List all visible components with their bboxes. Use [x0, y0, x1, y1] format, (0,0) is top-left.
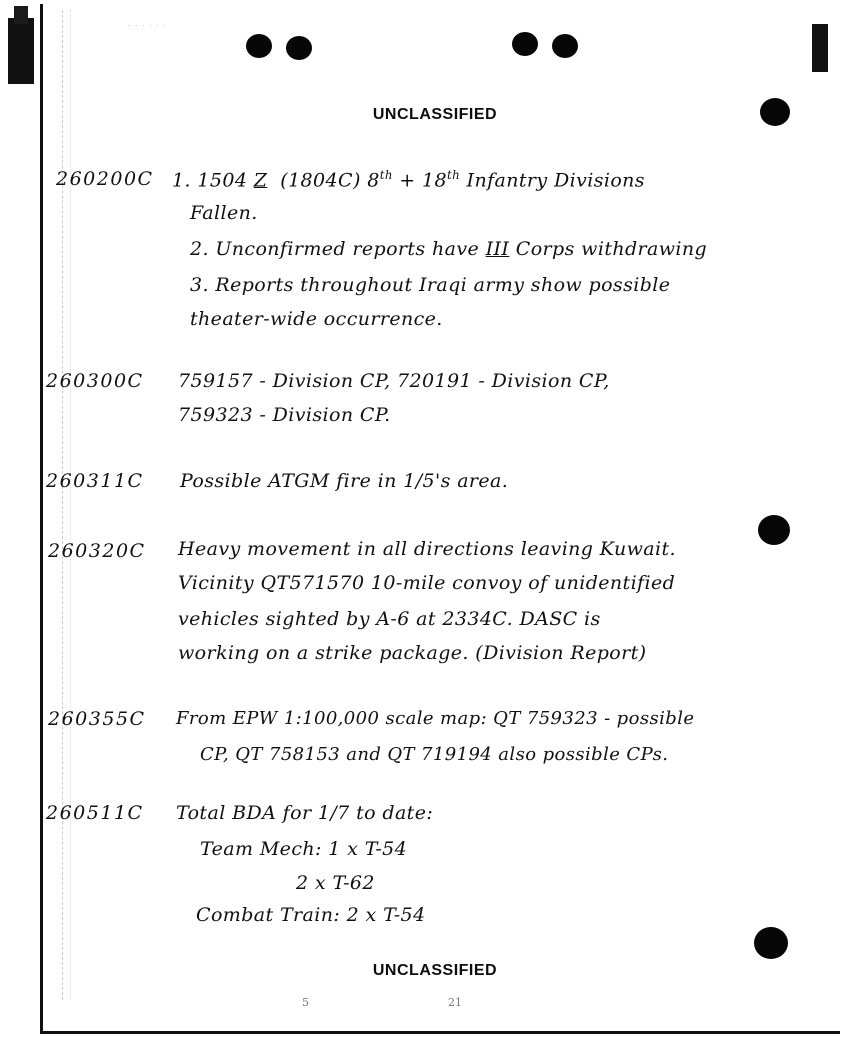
- scan-noise-text: . . . . . .: [128, 18, 167, 28]
- page-border: [40, 4, 840, 1034]
- log-entry-line: 3. Reports throughout Iraqi army show possible: [190, 274, 671, 296]
- log-entry-line: 1. 1504 Z (1804C) 8th + 18th Infantry Divisions: [172, 168, 645, 192]
- scan-artifact-top-left-small: [14, 6, 28, 24]
- log-entry-time: 260311C: [46, 470, 144, 492]
- log-entry-line: working on a strike package. (Division Report): [178, 642, 647, 664]
- log-entry-line: Possible ATGM fire in 1/5's area.: [180, 470, 509, 492]
- log-entry-time: 260511C: [46, 802, 144, 824]
- hole-punch-artifact: [286, 36, 312, 60]
- hole-punch-artifact: [754, 927, 788, 959]
- hole-punch-artifact: [552, 34, 578, 58]
- log-entry-line: 759323 - Division CP.: [178, 404, 391, 426]
- log-entry-line: theater-wide occurrence.: [190, 308, 443, 330]
- log-entry-time: 260320C: [48, 540, 146, 562]
- margin-guide-line: [62, 10, 63, 1000]
- log-entry-line: Fallen.: [190, 202, 258, 224]
- log-entry-time: 260355C: [48, 708, 146, 730]
- log-entry-line: Vicinity QT571570 10-mile convoy of unidentified: [178, 572, 676, 594]
- footer-mark: 21: [448, 996, 462, 1009]
- log-entry-line: 2. Unconfirmed reports have III Corps withdrawing: [190, 238, 708, 260]
- hole-punch-artifact: [512, 32, 538, 56]
- log-entry-time: 260300C: [46, 370, 144, 392]
- log-entry-line: Total BDA for 1/7 to date:: [176, 802, 434, 824]
- scan-left-margin: [0, 0, 30, 1053]
- log-entry-line: Team Mech: 1 x T-54: [200, 838, 408, 860]
- classification-banner-top: UNCLASSIFIED: [372, 106, 498, 123]
- hole-punch-artifact: [758, 515, 790, 545]
- hole-punch-artifact: [246, 34, 272, 58]
- log-entry-line: Combat Train: 2 x T-54: [196, 904, 426, 926]
- classification-banner-bottom: UNCLASSIFIED: [372, 962, 498, 979]
- log-entry-line: CP, QT 758153 and QT 719194 also possible CPs.: [200, 744, 669, 765]
- log-entry-line: 2 x T-62: [296, 872, 375, 894]
- scan-artifact-top-left: [8, 18, 34, 84]
- log-entry-line: 759157 - Division CP, 720191 - Division CP,: [178, 370, 610, 392]
- log-entry-line: Heavy movement in all directions leaving Kuwait.: [178, 538, 676, 560]
- margin-guide-line-secondary: [70, 10, 71, 1000]
- footer-mark: 5: [302, 996, 309, 1009]
- log-entry-line: From EPW 1:100,000 scale map: QT 759323 - possible: [176, 708, 695, 729]
- log-entry-line: vehicles sighted by A-6 at 2334C. DASC is: [178, 608, 601, 630]
- log-entry-time: 260200C: [56, 168, 154, 190]
